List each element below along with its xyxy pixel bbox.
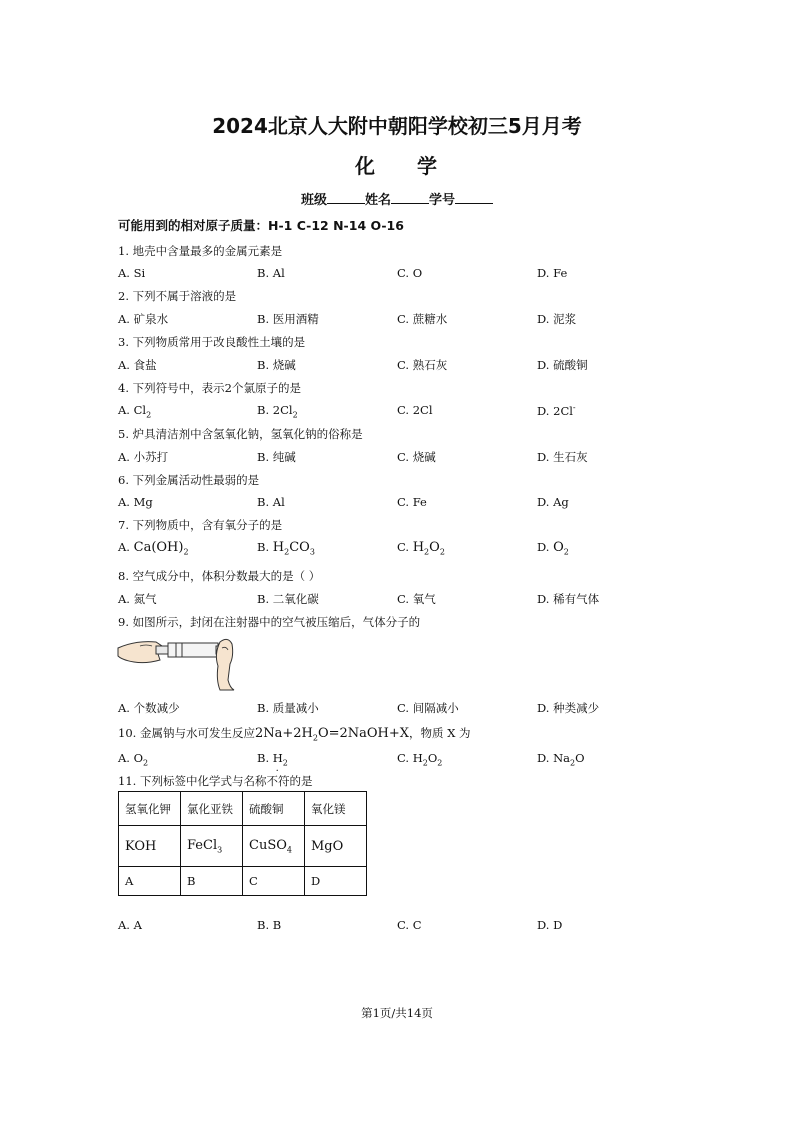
reaction-equation: $2Na+2H_2O=2NaOH+X$ — [254, 726, 410, 743]
question-9-option-d: D. 种类减少 — [537, 701, 600, 715]
question-7-option-a: A. $Ca(OH)_2$ — [118, 540, 189, 557]
question-11-option-c: C. C — [397, 918, 422, 932]
label-letter: C — [243, 867, 305, 896]
page-title: 2024北京人大附中朝阳学校初三5月月考 — [212, 114, 582, 138]
question-4-option-a: A. $Cl_2$ — [118, 403, 152, 420]
question-2-option-d: D. 泥浆 — [537, 312, 577, 326]
subject-char-1: 化 — [355, 154, 377, 178]
question-9-option-c: C. 间隔减小 — [397, 701, 459, 715]
subject-char-2: 学 — [417, 154, 439, 178]
question-11-option-d: D. D — [537, 918, 563, 932]
question-2-option-b: B. 医用酒精 — [257, 312, 319, 326]
question-11-stem: 11. 下列标签中化学式与名称不符的是 — [118, 774, 313, 788]
class-blank — [327, 191, 365, 204]
question-8-option-d: D. 稀有气体 — [537, 592, 600, 606]
question-3-option-c: C. 熟石灰 — [397, 358, 448, 372]
id-blank — [455, 191, 493, 204]
name-label: 姓名 — [364, 193, 391, 208]
question-10-option-b: B. $H_2$ — [257, 751, 288, 768]
question-9-stem: 9. 如图所示，封闭在注射器中的空气被压缩后，气体分子的 — [118, 615, 421, 629]
question-6-stem: 6. 下列金属活动性最弱的是 — [118, 473, 260, 487]
label-letter: D — [305, 867, 367, 896]
label-name: 硫酸铜 — [243, 792, 305, 826]
question-4-stem: 4. 下列符号中，表示2个氯原子的是 — [118, 381, 301, 395]
label-formula: MgO — [305, 826, 367, 867]
page-footer: 第1页/共14页 — [361, 1006, 433, 1020]
question-6-option-a: A. Mg — [118, 495, 153, 509]
question-8-option-b: B. 二氧化碳 — [257, 592, 319, 606]
student-info-line — [0, 189, 794, 208]
question-3-option-d: D. 硫酸铜 — [537, 358, 588, 372]
question-7-option-d: D. $O_2$ — [537, 540, 569, 557]
emphasis-mark: 不符 — [266, 774, 290, 788]
question-5-stem: 5. 炉具清洁剂中含氢氧化钠，氢氧化钠的俗称是 — [118, 427, 363, 441]
question-6-option-d: D. Ag — [537, 495, 569, 509]
question-10-option-a: A. $O_2$ — [118, 751, 149, 768]
question-10-stem: 10. 金属钠与水可发生反应$2Na+2H_2O=2NaOH+X$，物质 X 为 — [118, 726, 471, 743]
label-name: 氯化亚铁 — [181, 792, 243, 826]
chemical-label-table — [118, 791, 367, 896]
question-2-option-a: A. 矿泉水 — [118, 312, 169, 326]
label-formula: CuSO$_4$ — [243, 826, 305, 867]
question-8-option-c: C. 氧气 — [397, 592, 436, 606]
question-4-option-b: B. $2Cl_2$ — [257, 403, 298, 420]
question-3-option-b: B. 烧碱 — [257, 358, 296, 372]
question-11-option-a: A. A — [118, 918, 142, 932]
question-2-option-c: C. 蔗糖水 — [397, 312, 448, 326]
question-1-option-a: A. Si — [118, 266, 146, 280]
question-7-option-c: C. $H_2O_2$ — [397, 540, 445, 557]
label-letter: A — [119, 867, 181, 896]
question-7-stem: 7. 下列物质中，含有氧分子的是 — [118, 518, 283, 532]
question-1-stem: 1. 地壳中含量最多的金属元素是 — [118, 244, 283, 258]
question-6-option-b: B. Al — [257, 495, 285, 509]
name-blank — [391, 191, 429, 204]
question-7-option-b: B. $H_2CO_3$ — [257, 540, 315, 557]
question-10-option-d: D. $Na_2O$ — [537, 751, 585, 768]
subject-heading — [0, 150, 794, 179]
question-6-option-c: C. Fe — [397, 495, 427, 509]
question-5-option-a: A. 小苏打 — [118, 450, 169, 464]
label-letter: B — [181, 867, 243, 896]
question-3-option-a: A. 食盐 — [118, 358, 157, 372]
question-1-option-c: C. O — [397, 266, 423, 280]
question-8-option-a: A. 氮气 — [118, 592, 157, 606]
question-9-option-a: A. 个数减少 — [118, 701, 180, 715]
question-2-stem: 2. 下列不属于溶液的是 — [118, 289, 237, 303]
class-label: 班级 — [300, 193, 327, 208]
id-label: 学号 — [429, 193, 456, 208]
label-formula: KOH — [119, 826, 181, 867]
question-5-option-b: B. 纯碱 — [257, 450, 296, 464]
question-4-option-c: C. 2Cl — [397, 403, 433, 417]
question-11-option-b: B. B — [257, 918, 282, 932]
question-8-stem: 8. 空气成分中，体积分数最大的是（ ） — [118, 569, 321, 583]
question-3-stem: 3. 下列物质常用于改良酸性土壤的是 — [118, 335, 306, 349]
label-formula: FeCl$_3$ — [181, 826, 243, 867]
syringe-illustration — [116, 634, 240, 692]
question-4-option-d: D. 2Cl- — [537, 403, 576, 418]
question-1-option-d: D. Fe — [537, 266, 568, 280]
label-name: 氧化镁 — [305, 792, 367, 826]
question-5-option-d: D. 生石灰 — [537, 450, 588, 464]
question-5-option-c: C. 烧碱 — [397, 450, 436, 464]
question-9-option-b: B. 质量减小 — [257, 701, 319, 715]
question-1-option-b: B. Al — [257, 266, 285, 280]
label-name: 氢氧化钾 — [119, 792, 181, 826]
atomic-masses: 可能用到的相对原子质量：H-1 C-12 N-14 O-16 — [118, 218, 404, 233]
question-10-option-c: C. $H_2O_2$ — [397, 751, 443, 768]
